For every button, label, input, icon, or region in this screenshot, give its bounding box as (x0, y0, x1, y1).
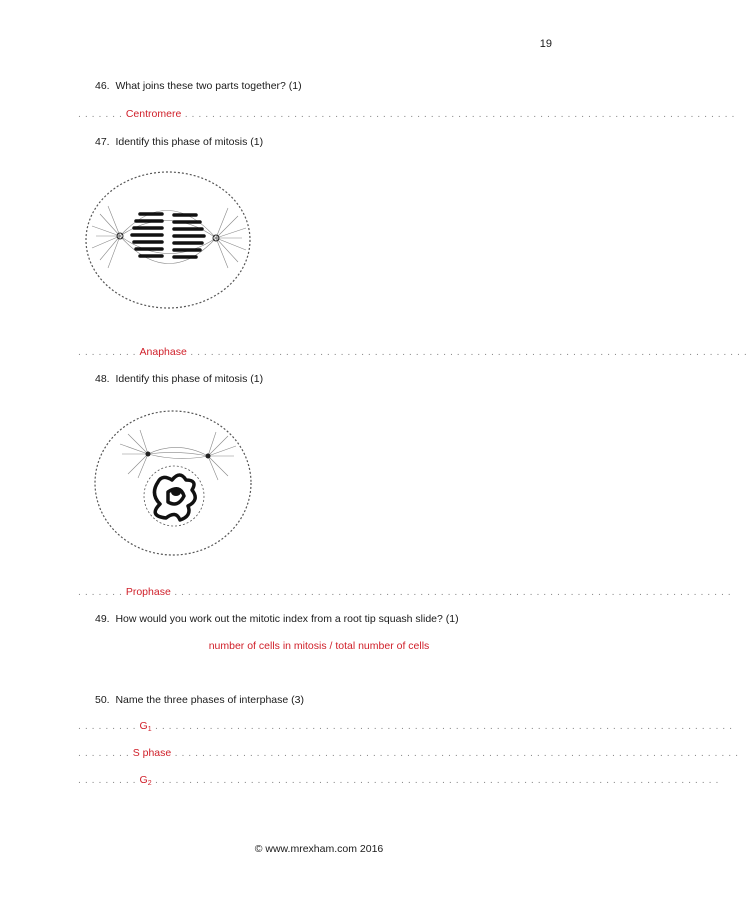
answer-line-50-g1: . . . . . . . . . $G_1$ . . . . . . . . . . . . . . . . . . . . . . . . . . . . . . . . . . . . . . . . . . . . . . . . . . . . . . . . . . . . . . . . . . . . . . . . . . . . . . . . . . . . . (78, 720, 733, 733)
question-46 (95, 80, 302, 92)
question-48 (95, 373, 263, 385)
g1-letter: G (139, 720, 148, 732)
question-49 (95, 613, 459, 625)
g2-letter: G (139, 774, 148, 786)
answer-line-46: . . . . . . . Centromere . . . . . . . . . . . . . . . . . . . . . . . . . . . . . . . . . . . . . . . . . . . . . . . . . . . . . . . . . . . . . . . . . . . . . . . . . . . . . . . . . (78, 108, 735, 120)
question-number: 48. (95, 373, 110, 385)
answer-line-50-s: . . . . . . . . S phase . . . . . . . . . . . . . . . . . . . . . . . . . . . . . . . . . . . . . . . . . . . . . . . . . . . . . . . . . . . . . . . . . . . . . . . . . . . . . . . . . . . (78, 747, 739, 759)
question-50 (95, 694, 304, 706)
answer-line-48: . . . . . . . Prophase . . . . . . . . . . . . . . . . . . . . . . . . . . . . . . . . . . . . . . . . . . . . . . . . . . . . . . . . . . . . . . . . . . . . . . . . . . . . . . . . . . (78, 586, 732, 598)
answer-text: Centromere (125, 108, 182, 120)
answer-line-50-g2: . . . . . . . . . $G_2$ . . . . . . . . . . . . . . . . . . . . . . . . . . . . . . . . . . . . . . . . . . . . . . . . . . . . . . . . . . . . . . . . . . . . . . . . . . . . . . . . . . . (78, 774, 719, 787)
g2-subscript: 2 (147, 780, 152, 787)
question-text: Identify this phase of mitosis (1) (115, 136, 264, 148)
prophase-cell-diagram (88, 404, 258, 562)
answer-text-49: number of cells in mitosis / total number of cells (208, 640, 430, 652)
footer-copyright: © www.mrexham.com 2016 (254, 843, 384, 855)
answer-text (140, 720, 152, 732)
page-number: 19 (539, 38, 552, 50)
question-text: What joins these two parts together? (1) (115, 80, 302, 92)
answer-line-47: . . . . . . . . . Anaphase . . . . . . . . . . . . . . . . . . . . . . . . . . . . . . . . . . . . . . . . . . . . . . . . . . . . . . . . . . . . . . . . . . . . . . . . . . . . . . . . . . (78, 346, 747, 358)
answer-text: S phase (132, 747, 172, 759)
question-number: 49. (95, 613, 110, 625)
question-number: 47. (95, 136, 110, 148)
answer-text: Anaphase (139, 346, 187, 358)
answer-text: Prophase (125, 586, 171, 598)
question-text: Identify this phase of mitosis (1) (115, 373, 264, 385)
question-text: Name the three phases of interphase (3) (115, 694, 304, 706)
answer-text (140, 774, 152, 786)
question-47 (95, 136, 263, 148)
g1-subscript: 1 (147, 726, 152, 733)
question-text: How would you work out the mitotic index from a root tip squash slide? (1) (115, 613, 459, 625)
question-number: 46. (95, 80, 110, 92)
anaphase-cell-diagram (78, 164, 258, 316)
question-number: 50. (95, 694, 110, 706)
